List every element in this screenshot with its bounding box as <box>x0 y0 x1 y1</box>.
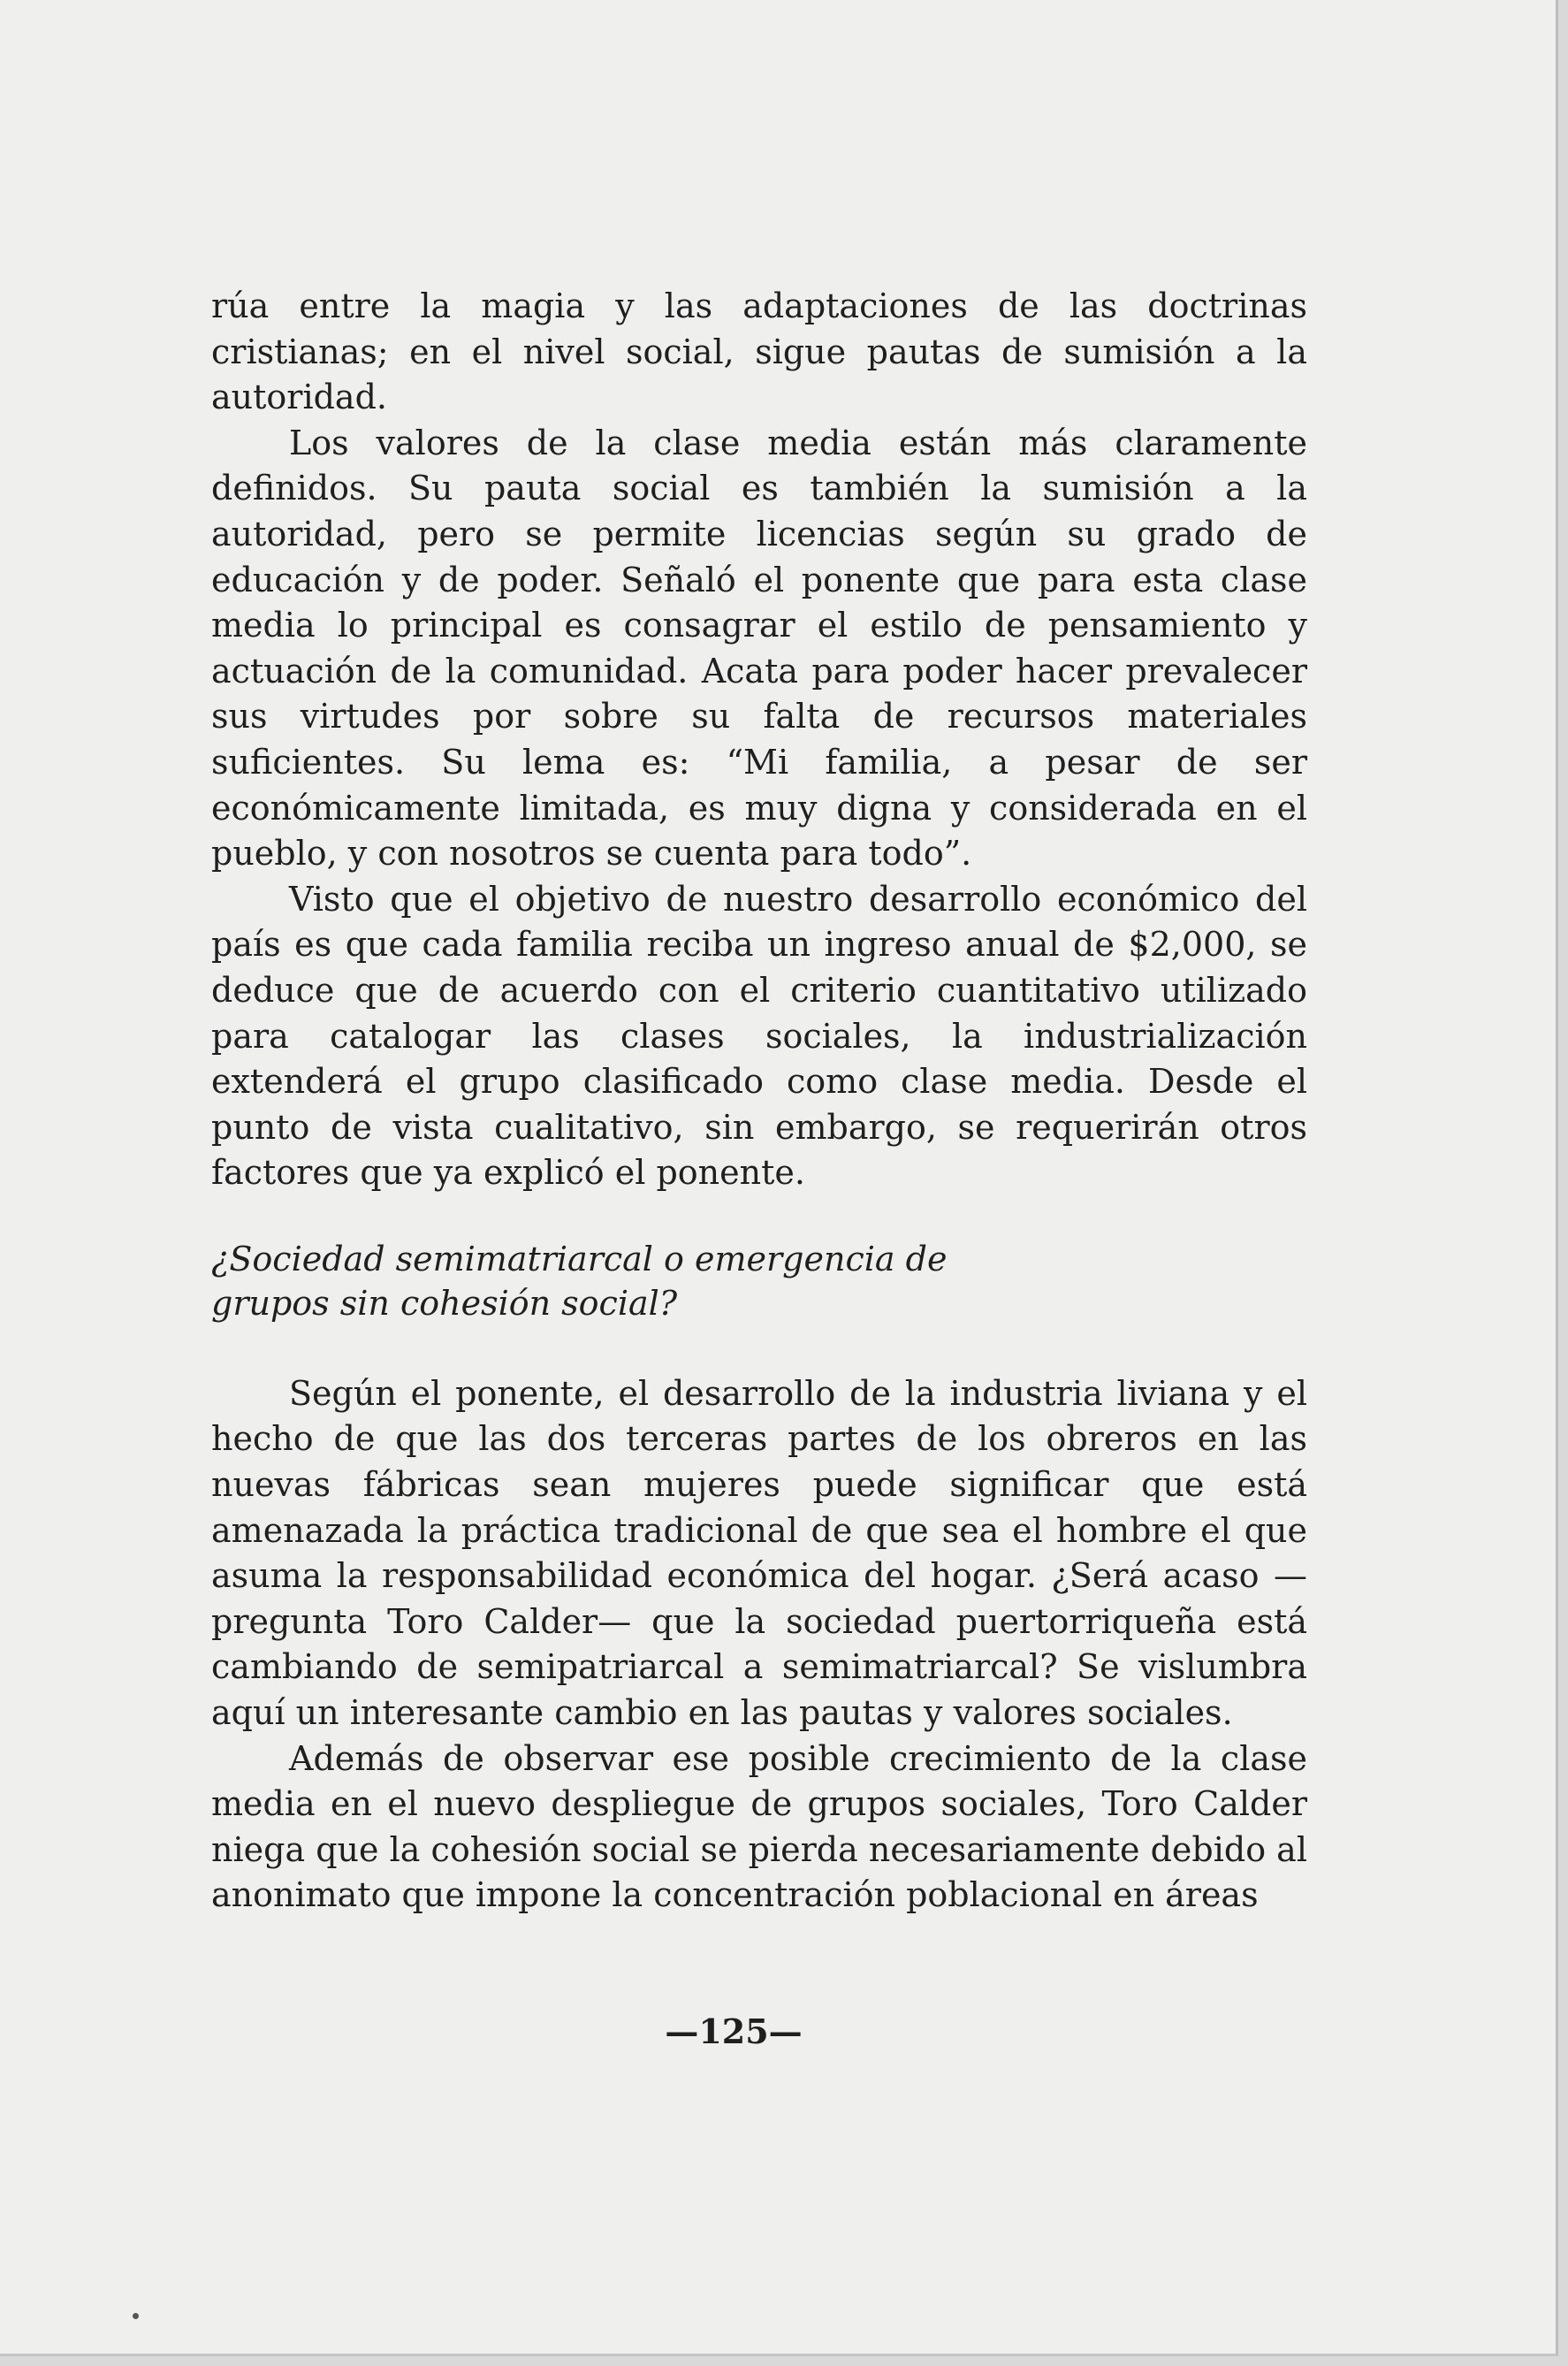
paragraph-5: Además de observar ese posible crecimiento de la clase media en el nuevo despliegue de grupos sociales, Toro Calder niega que la cohesión social se pierda necesariamente debido al anonimato que impone la concentración poblacional en áreas <box>211 1738 1307 1915</box>
paragraph-2: Los valores de la clase media están más claramente definidos. Su pauta social es también la sumisión a la autoridad, pero se permite licencias según su grado de educación y de poder. Señaló el ponente que para esta clase media lo principal es consagrar el estilo de pensamiento y actuación de la comunidad. Acata para poder hacer prevalecer sus virtudes por sobre su falta de recursos materiales suficientes. Su lema es: “Mi familia, a pesar de ser económicamente limitada, es muy digna y considerada en el pueblo, y con nosotros se cuenta para todo”. <box>211 423 1307 874</box>
paragraph-1: rúa entre la magia y las adaptaciones de las doctrinas cristianas; en el nivel social, sigue pautas de sumisión a la autoridad. <box>211 286 1307 417</box>
page-body <box>211 284 1307 1919</box>
paragraph-4: Según el ponente, el desarrollo de la industria liviana y el hecho de que las dos terceras partes de los obreros en las nuevas fábricas sean mujeres puede significar que está amenazada la práctica tradicional de que sea el hombre el que asuma la responsabilidad económica del hogar. ¿Será acaso — pregunta Toro Calder— que la sociedad puertorriqueña está cambiando de semipatriarcal a semimatriarcal? Se vislumbra aquí un interesante cambio en las pautas y valores sociales. <box>211 1373 1307 1733</box>
section-heading: ¿Sociedad semimatriarcal o emergencia de grupos sin cohesión social? <box>211 1239 948 1323</box>
paper-speck <box>133 2313 139 2319</box>
paragraph-3: Visto que el objetivo de nuestro desarrollo económico del país es que cada familia reciba un ingreso anual de $2,000, se deduce que de acuerdo con el criterio cuantitativo utilizado para catalogar las clases sociales, la industrialización extenderá el grupo clasificado como clase media. Desde el punto de vista cualitativo, sin embargo, se requerirán otros factores que ya explicó el ponente. <box>211 879 1307 1193</box>
page-number: —125— <box>665 2011 803 2051</box>
